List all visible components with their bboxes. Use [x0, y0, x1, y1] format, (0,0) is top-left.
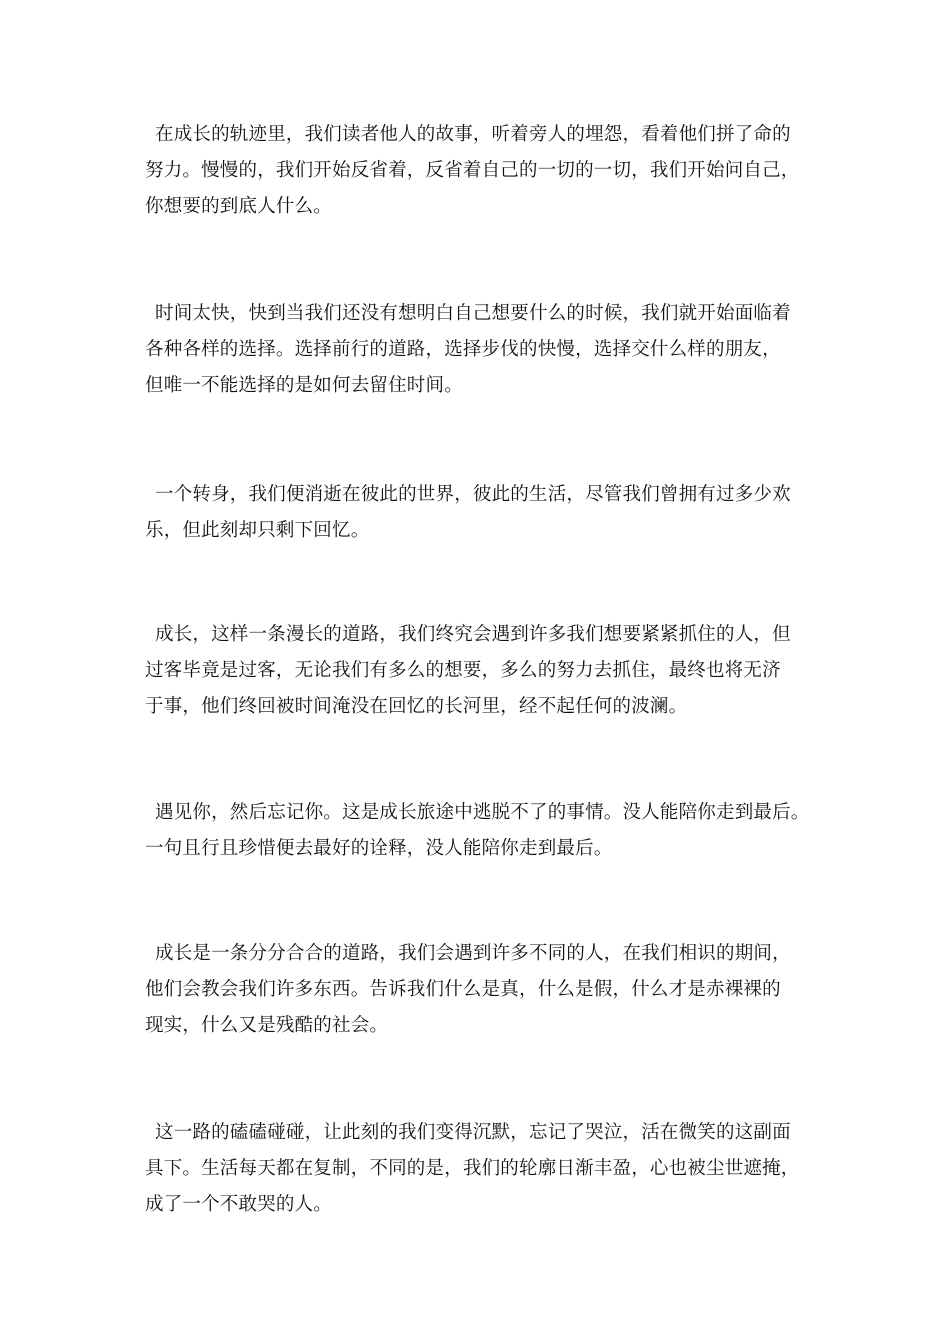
- paragraph-line: 于事，他们终回被时间淹没在回忆的长河里，经不起任何的波澜。: [145, 696, 688, 717]
- paragraph-line: 努力。慢慢的，我们开始反省着，反省着自己的一切的一切，我们开始问自己，: [145, 160, 800, 181]
- paragraph-line: 但唯一不能选择的是如何去留住时间。: [145, 375, 463, 396]
- paragraph-line: 在成长的轨迹里，我们读者他人的故事，听着旁人的埋怨，看着他们拼了命的: [155, 124, 791, 145]
- paragraph-line: 一句且行且珍惜便去最好的诠释，没人能陪你走到最后。: [145, 838, 613, 859]
- paragraph-line: 这一路的磕磕碰碰，让此刻的我们变得沉默，忘记了哭泣，活在微笑的这副面: [155, 1122, 791, 1143]
- paragraph-2: [145, 296, 825, 404]
- paragraph-line: 成了一个不敢哭的人。: [145, 1194, 333, 1215]
- paragraph-line: 乐，但此刻却只剩下回忆。: [145, 520, 370, 541]
- paragraph-line: 你想要的到底人什么。: [145, 196, 333, 217]
- paragraph-line: 遇见你，然后忘记你。这是成长旅途中逃脱不了的事情。没人能陪你走到最后。: [155, 802, 810, 823]
- paragraph-3: [145, 477, 825, 549]
- paragraph-line: 时间太快，快到当我们还没有想明白自己想要什么的时候，我们就开始面临着: [155, 303, 791, 324]
- paragraph-line: 成长，这样一条漫长的道路，我们终究会遇到许多我们想要紧紧抓住的人，但: [155, 624, 791, 645]
- paragraph-5: [145, 795, 825, 867]
- paragraph-1: [145, 117, 825, 225]
- paragraph-line: 一个转身，我们便消逝在彼此的世界，彼此的生活，尽管我们曾拥有过多少欢: [155, 484, 791, 505]
- paragraph-6: [145, 936, 825, 1044]
- paragraph-7: [145, 1115, 825, 1223]
- paragraph-line: 过客毕竟是过客，无论我们有多么的想要，多么的努力去抓住，最终也将无济: [145, 660, 781, 681]
- paragraph-line: 他们会教会我们许多东西。告诉我们什么是真，什么是假，什么才是赤裸裸的: [145, 979, 781, 1000]
- paragraph-line: 各种各样的选择。选择前行的道路，选择步伐的快慢，选择交什么样的朋友，: [145, 339, 781, 360]
- paragraph-4: [145, 617, 825, 725]
- paragraph-line: 现实，什么又是残酷的社会。: [145, 1015, 389, 1036]
- paragraph-line: 成长是一条分分合合的道路，我们会遇到许多不同的人，在我们相识的期间，: [155, 943, 791, 964]
- paragraph-line: 具下。生活每天都在复制，不同的是，我们的轮廓日渐丰盈，心也被尘世遮掩，: [145, 1158, 800, 1179]
